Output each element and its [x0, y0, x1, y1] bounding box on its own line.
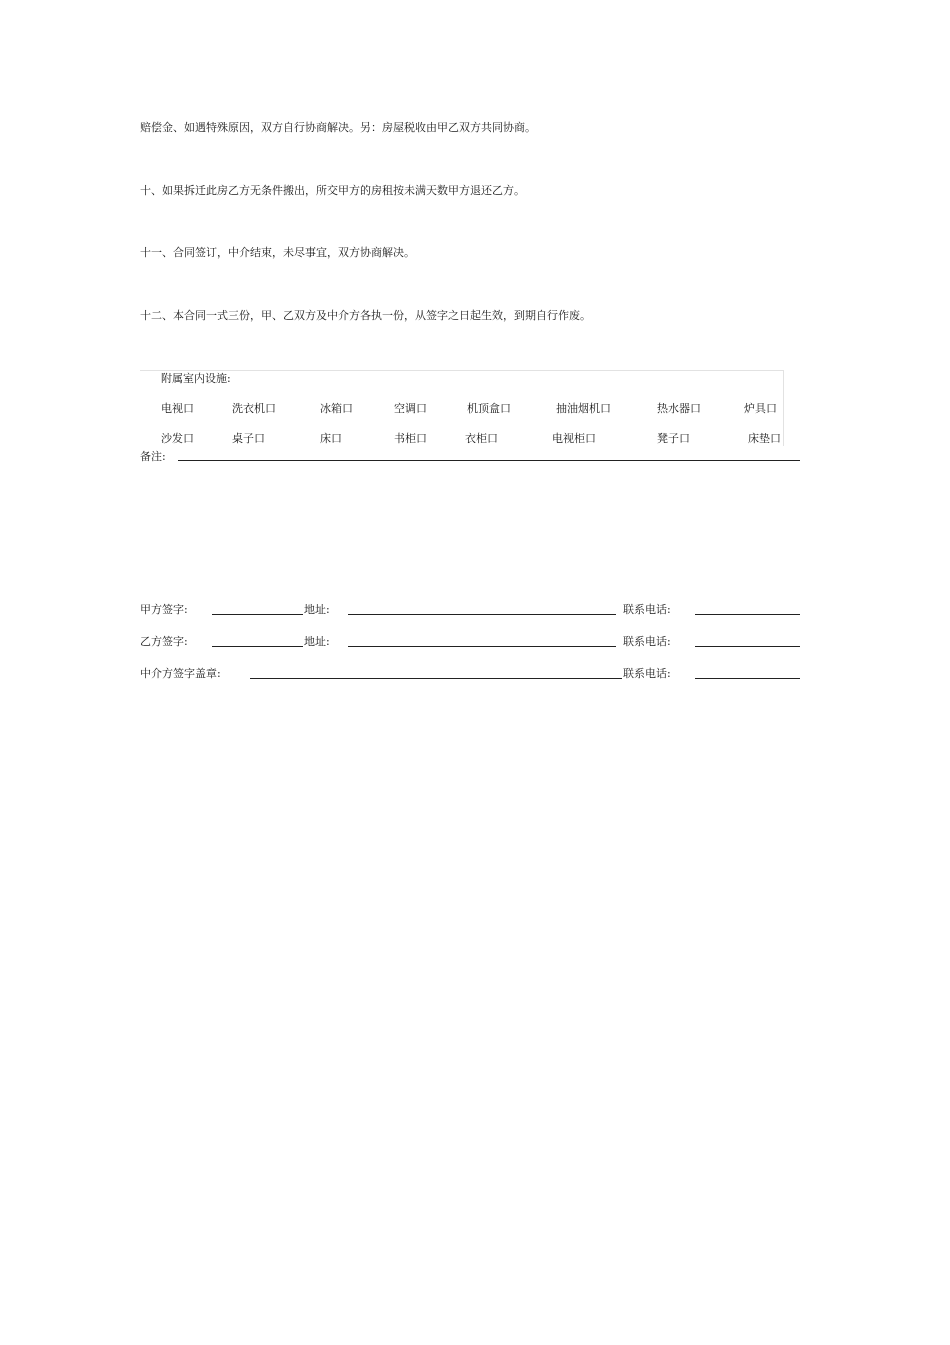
facility-item: 衣柜口 [465, 432, 498, 445]
party-a-address-line[interactable] [348, 614, 616, 615]
remarks-line[interactable] [178, 460, 800, 461]
facility-item: 机顶盒口 [467, 402, 511, 415]
facility-item: 床垫口 [748, 432, 781, 445]
clause-compensation-text: 赔偿金、如遇特殊原因，双方自行协商解决。另：房屋税收由甲乙双方共同协商。 [140, 121, 536, 134]
clause-12-text: 十二、本合同一式三份，甲、乙双方及中介方各执一份，从签字之日起生效，到期自行作废。 [140, 309, 591, 322]
agent-phone-label: 联系电话: [623, 667, 671, 680]
facility-item: 冰箱口 [320, 402, 353, 415]
agent-signature-line[interactable] [250, 678, 622, 679]
party-a-phone-line[interactable] [695, 614, 800, 615]
party-a-address-label: 地址: [304, 603, 330, 616]
party-a-signature-line[interactable] [212, 614, 303, 615]
facility-item: 电视柜口 [552, 432, 596, 445]
party-a-label: 甲方签字: [140, 603, 188, 616]
facility-item: 桌子口 [232, 432, 265, 445]
party-b-signature-line[interactable] [212, 646, 303, 647]
party-b-phone-label: 联系电话: [623, 635, 671, 648]
facility-item: 沙发口 [161, 432, 194, 445]
facility-item: 电视口 [161, 402, 194, 415]
facilities-title: 附属室内设施: [161, 372, 231, 385]
clause-10-text: 十、如果拆迁此房乙方无条件搬出，所交甲方的房租按未满天数甲方退还乙方。 [140, 184, 525, 197]
agent-phone-line[interactable] [695, 678, 800, 679]
party-b-address-line[interactable] [348, 646, 616, 647]
facility-item: 洗衣机口 [232, 402, 276, 415]
remarks-label: 备注: [140, 450, 166, 463]
facility-item: 书柜口 [394, 432, 427, 445]
facility-item: 床口 [320, 432, 342, 445]
facility-item: 炉具口 [744, 402, 777, 415]
clause-11-text: 十一、合同签订，中介结束，未尽事宜，双方协商解决。 [140, 246, 415, 259]
party-b-label: 乙方签字: [140, 635, 188, 648]
facility-item: 凳子口 [657, 432, 690, 445]
party-a-phone-label: 联系电话: [623, 603, 671, 616]
facility-item: 抽油烟机口 [556, 402, 611, 415]
facility-item: 空调口 [394, 402, 427, 415]
party-b-phone-line[interactable] [695, 646, 800, 647]
party-b-address-label: 地址: [304, 635, 330, 648]
facility-item: 热水器口 [657, 402, 701, 415]
agent-label: 中介方签字盖章: [140, 667, 221, 680]
